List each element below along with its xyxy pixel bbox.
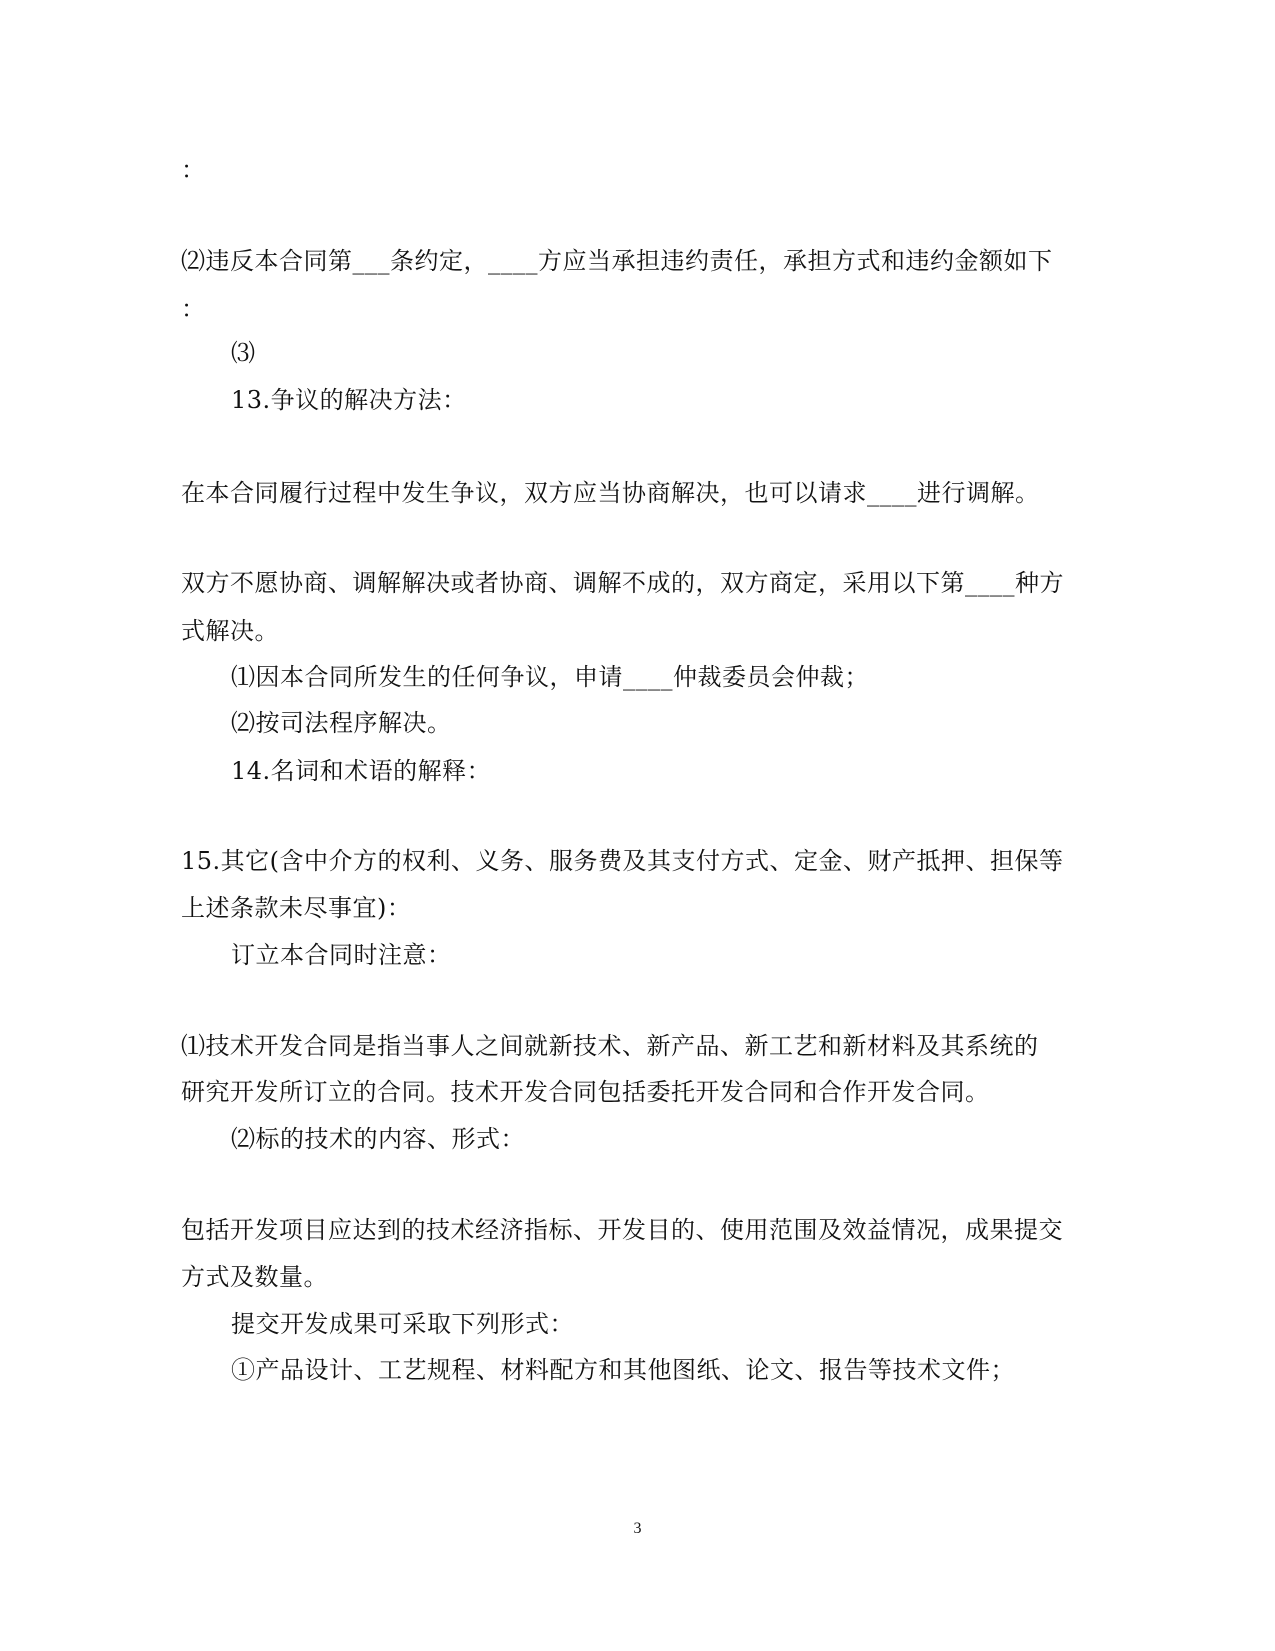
page-number: 3 [633, 1520, 642, 1537]
text-line: 双方不愿协商、调解解决或者协商、调解不成的，双方商定，采用以下第____种方 [181, 569, 1064, 597]
text-line: ⑵标的技术的内容、形式： [231, 1125, 525, 1153]
text-line: ⑵违反本合同第___条约定，____方应当承担违约责任，承担方式和违约金额如下 [181, 247, 1053, 275]
section-heading: 14.名词和术语的解释： [231, 757, 492, 785]
section-heading: 15.其它(含中介方的权利、义务、服务费及其支付方式、定金、财产抵押、担保等 [181, 847, 1064, 875]
text-line: ⑴技术开发合同是指当事人之间就新技术、新产品、新工艺和新材料及其系统的 [181, 1032, 1039, 1060]
text-line: ⑵按司法程序解决。 [231, 709, 452, 737]
text-line: 订立本合同时注意： [231, 941, 452, 969]
text-line: ①产品设计、工艺规程、材料配方和其他图纸、论文、报告等技术文件； [231, 1356, 1015, 1384]
text-line: 研究开发所订立的合同。技术开发合同包括委托开发合同和合作开发合同。 [181, 1078, 990, 1106]
text-line: 在本合同履行过程中发生争议，双方应当协商解决，也可以请求____进行调解。 [181, 479, 1040, 507]
section-heading: 13.争议的解决方法： [231, 386, 467, 414]
text-line: ⑴因本合同所发生的任何争议，申请____仲裁委员会仲裁； [231, 663, 869, 691]
text-line: ⑶ [231, 339, 256, 367]
text-line: ： [181, 295, 206, 323]
text-line: 上述条款未尽事宜)： [181, 894, 412, 922]
text-line: 提交开发成果可采取下列形式： [231, 1310, 574, 1338]
text-line: ： [181, 156, 206, 184]
text-line: 式解决。 [181, 617, 279, 645]
text-line: 方式及数量。 [181, 1263, 328, 1291]
text-line: 包括开发项目应达到的技术经济指标、开发目的、使用范围及效益情况，成果提交 [181, 1216, 1063, 1244]
